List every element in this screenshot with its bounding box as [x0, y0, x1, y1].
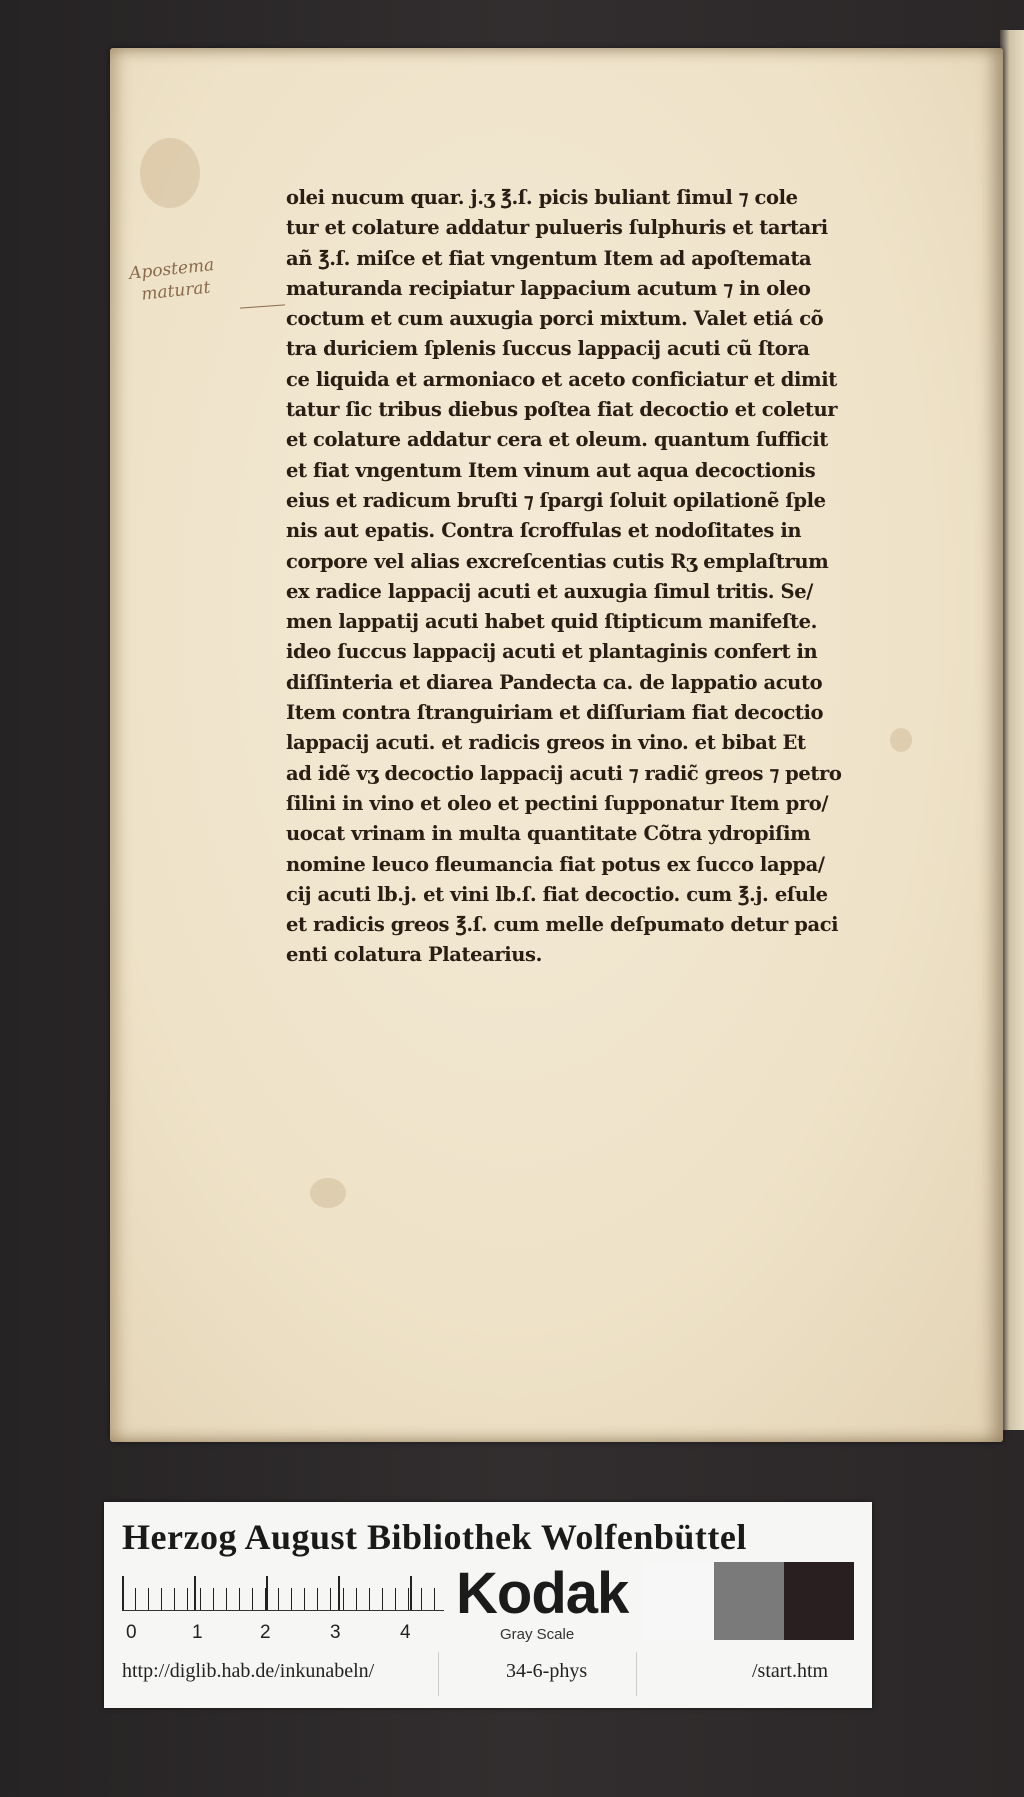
incunable-text [286, 183, 876, 971]
marginal-line-1: Apostema [128, 255, 216, 284]
divider [438, 1652, 439, 1696]
gray-swatch-dark [784, 1562, 854, 1640]
text-line: ideo ſuccus lappacij acuti et plantaginis confert in [286, 640, 818, 664]
text-line: men lappatij acuti habet quid ſtipticum manifeſte. [286, 610, 817, 634]
text-line: olei nucum quar. j.ʒ ℥.ſ. picis buliant ſimul ⁊ cole [286, 186, 798, 209]
text-line: corpore vel alias excreſcentias cutis Rʒ emplaſtrum [286, 549, 829, 573]
measurement-ruler [122, 1572, 444, 1611]
text-line: diſſinteria et diarea Pandecta ca. de lappatio acuto [286, 670, 823, 694]
text-line: maturanda recipiatur lappacium acutum ⁊ in oleo [286, 276, 811, 300]
text-line: tur et colature addatur pulueris ſulphuris et tartari [286, 216, 828, 240]
text-line: et fiat vngentum Item vinum aut aqua decoctionis [286, 458, 816, 482]
facing-page-edge [1000, 30, 1024, 1430]
ruler-major-tick [266, 1576, 268, 1610]
text-line: ex radice lappacij acuti et auxugia ſimul tritis. Se/ [286, 579, 813, 603]
text-line: et colature addatur cera et oleum. quantum ſufficit [286, 428, 828, 452]
ruler-number: 4 [400, 1622, 411, 1643]
text-line: coctum et cum auxugia porci mixtum. Valet etiá cõ [286, 307, 824, 331]
foxing-stain [310, 1178, 346, 1208]
gray-scale-label: Gray Scale [500, 1626, 575, 1643]
text-line: lappacij acuti. et radicis greos in vino. et bibat Et [286, 731, 806, 755]
text-line: ſilini in vino et oleo et pectini ſupponatur Item pro/ [286, 791, 829, 815]
text-line: ad idẽ vʒ decoctio lappacij acuti ⁊ radic̃ greos ⁊ petro [286, 761, 842, 785]
ruler-number: 2 [260, 1622, 271, 1643]
kodak-logo: Kodak [456, 1561, 629, 1626]
text-line: enti colatura Platearius. [286, 943, 542, 967]
ruler-major-tick [410, 1576, 412, 1610]
gray-swatch-mid [714, 1562, 784, 1640]
foxing-stain [890, 728, 912, 752]
foxing-stain [140, 138, 200, 208]
text-line: uocat vrinam in multa quantitate Cõtra ydropiſim [286, 822, 811, 846]
text-line: eius et radicum bruſti ⁊ ſpargi ſoluit opilationẽ ſple [286, 488, 826, 512]
text-line: nomine leuco fleumancia fiat potus ex ſucco lappa/ [286, 852, 825, 876]
text-line: ce liquida et armoniaco et aceto conficiatur et dimit [286, 367, 837, 391]
library-color-card [104, 1502, 872, 1708]
ruler-major-tick [122, 1576, 124, 1610]
marginal-line-2: maturat [140, 277, 212, 305]
shelfmark: 34-6-phys [506, 1660, 588, 1682]
text-line: tra duriciem ſplenis ſuccus lappacij acuti cũ ſtora [286, 337, 810, 361]
ruler-number: 3 [330, 1622, 341, 1643]
text-line: cij acuti lb.j. et vini lb.ſ. fiat decoctio. cum ℥.j. eſule [286, 882, 828, 906]
gray-swatch-white [644, 1562, 714, 1640]
catalog-url: http://diglib.hab.de/inkunabeln/ [122, 1660, 375, 1682]
catalog-url-suffix: /start.htm [752, 1660, 829, 1682]
text-line: añ ℥.ſ. miſce et fiat vngentum Item ad apoſtemata [286, 246, 812, 270]
ruler-number: 1 [192, 1622, 203, 1643]
text-line: tatur ſic tribus diebus poſtea fiat decoctio et coletur [286, 398, 838, 422]
text-line: Item contra ſtranguiriam et diſſuriam fiat decoctio [286, 701, 824, 725]
text-line: nis aut epatis. Contra ſcroffulas et nodoſitates in [286, 519, 802, 543]
text-line: et radicis greos ℥.ſ. cum melle deſpumato detur paci [286, 913, 839, 937]
library-name: Herzog August Bibliothek Wolfenbüttel [122, 1517, 747, 1557]
ruler-number: 0 [126, 1622, 137, 1643]
ruler-major-tick [194, 1576, 196, 1610]
divider [636, 1652, 637, 1696]
ruler-major-tick [338, 1576, 340, 1610]
